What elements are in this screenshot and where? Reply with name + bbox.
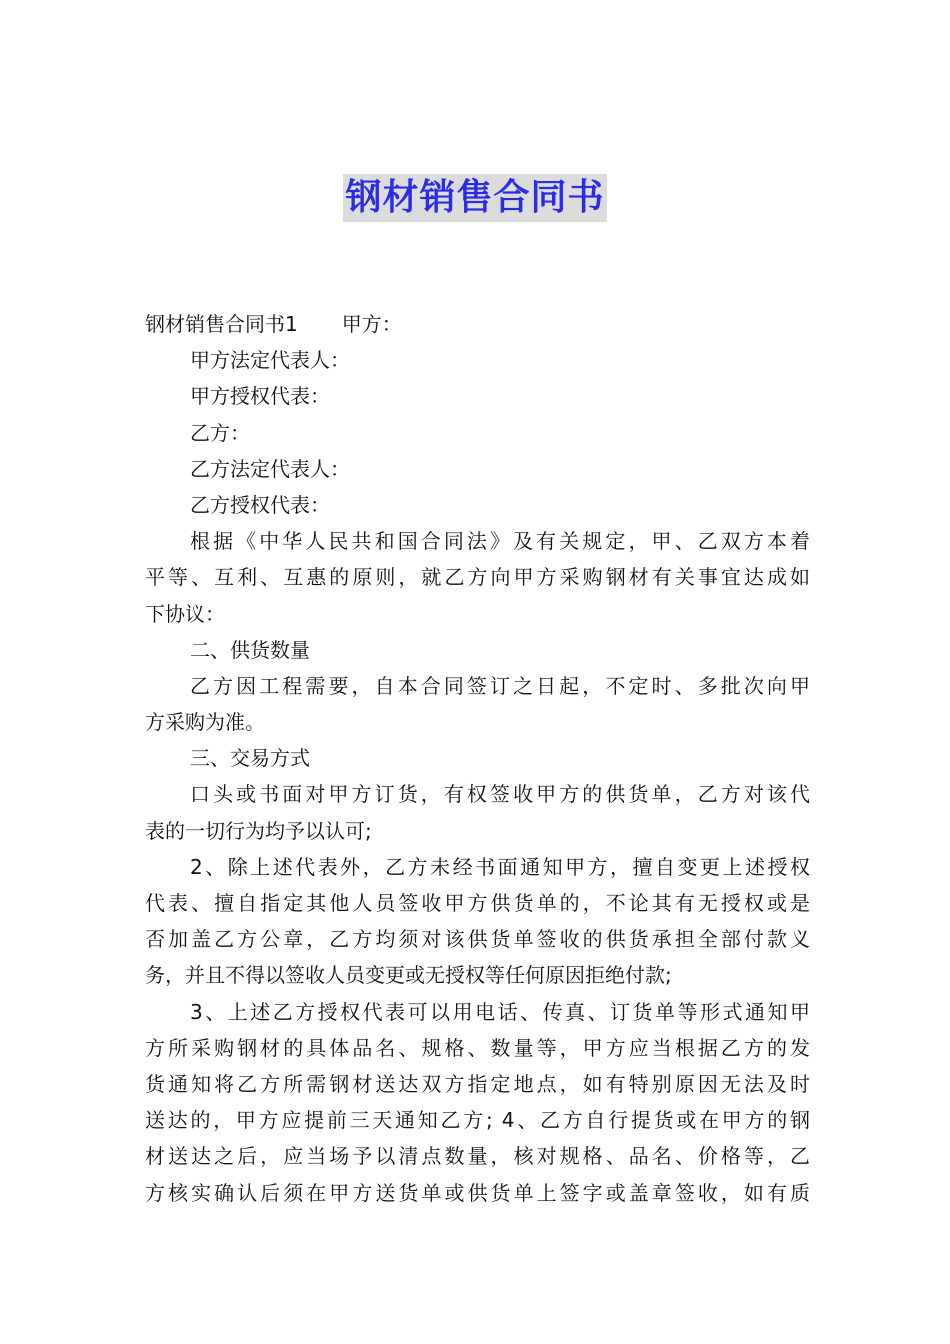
paragraph-line bbox=[145, 306, 810, 342]
paragraph-line: 口头或书面对甲方订货，有权签收甲方的供货单，乙方对该代 bbox=[190, 782, 810, 807]
document-title: 钢材销售合同书 bbox=[343, 174, 606, 222]
paragraph-line: 方所采购钢材的具体品名、规格、数量等，甲方应当根据乙方的发 bbox=[145, 1035, 810, 1060]
paragraph-line: 甲方授权代表： bbox=[190, 384, 330, 409]
paragraph-line: 乙方： bbox=[190, 420, 250, 445]
section-heading: 三、交易方式 bbox=[190, 746, 310, 771]
paragraph-line: 否加盖乙方公章，乙方均须对该供货单签收的供货承担全部付款义 bbox=[145, 927, 810, 952]
paragraph-line: 送达的，甲方应提前三天通知乙方; 4、乙方自行提货或在甲方的钢 bbox=[145, 1108, 810, 1133]
paragraph-line: 乙方因工程需要，自本合同签订之日起，不定时、多批次向甲 bbox=[190, 673, 810, 698]
section-heading: 二、供货数量 bbox=[190, 637, 310, 662]
paragraph-line: 方采购为准。 bbox=[145, 710, 265, 735]
paragraph-line: 务，并且不得以签收人员变更或无授权等任何原因拒绝付款; bbox=[145, 963, 672, 988]
paragraph-line: 材送达之后，应当场予以清点数量，核对规格、品名、价格等，乙 bbox=[145, 1144, 810, 1169]
paragraph-line: 甲方法定代表人： bbox=[190, 348, 350, 373]
paragraph-line: 根据《中华人民共和国合同法》及有关规定，甲、乙双方本着 bbox=[190, 529, 810, 554]
paragraph-line: 3、上述乙方授权代表可以用电话、传真、订货单等形式通知甲 bbox=[190, 999, 810, 1024]
paragraph-line: 乙方授权代表： bbox=[190, 492, 330, 517]
document-body bbox=[145, 306, 810, 1211]
paragraph-line: 乙方法定代表人： bbox=[190, 456, 350, 481]
paragraph-line: 货通知将乙方所需钢材送达双方指定地点，如有特别原因无法及时 bbox=[145, 1071, 810, 1096]
paragraph-line: 2、除上述代表外，乙方未经书面通知甲方，擅自变更上述授权 bbox=[190, 854, 810, 879]
paragraph-line: 代表、擅自指定其他人员签收甲方供货单的，不论其有无授权或是 bbox=[145, 891, 810, 915]
paragraph-line: 表的一切行为均予以认可; bbox=[145, 818, 372, 843]
party-a-label: 甲方： bbox=[341, 312, 402, 336]
paragraph-line: 方核实确认后须在甲方送货单或供货单上签字或盖章签收，如有质 bbox=[145, 1180, 810, 1205]
paragraph-line: 下协议： bbox=[145, 601, 225, 626]
title-container bbox=[0, 174, 950, 222]
paragraph-line: 平等、互利、互惠的原则，就乙方向甲方采购钢材有关事宜达成如 bbox=[145, 565, 810, 590]
line-text: 钢材销售合同书1 bbox=[145, 312, 298, 336]
